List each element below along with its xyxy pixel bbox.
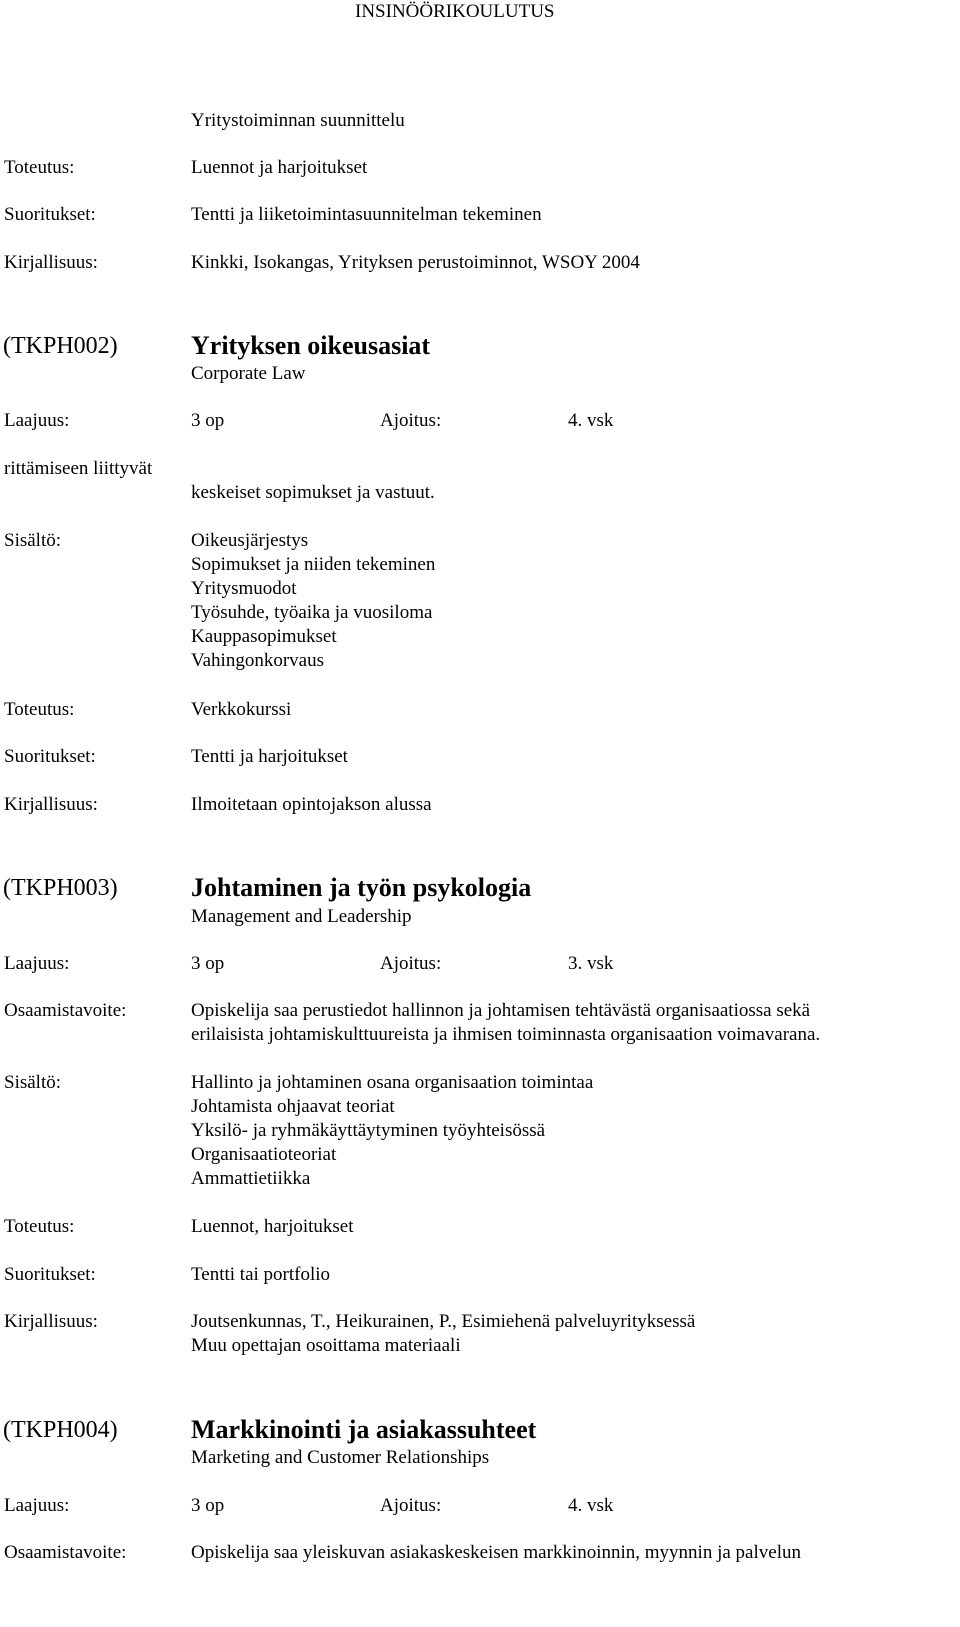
laajuus-value: 3 op bbox=[191, 410, 225, 431]
osaamistavoite-label: Osaamistavoite: bbox=[4, 1542, 127, 1563]
laajuus-value: 3 op bbox=[191, 953, 225, 974]
toteutus-value: Luennot ja harjoitukset bbox=[191, 157, 368, 178]
ajoitus-value: 4. vsk bbox=[568, 410, 614, 431]
suoritukset-value: Tentti ja harjoitukset bbox=[191, 746, 348, 767]
page-header: INSINÖÖRIKOULUTUS bbox=[355, 1, 555, 22]
sisalto-label: Sisältö: bbox=[4, 1072, 62, 1093]
sisalto-item: Ammattietiikka bbox=[191, 1168, 311, 1189]
toteutus-value: Verkkokurssi bbox=[191, 699, 292, 720]
sisalto-item: Yritysmuodot bbox=[191, 578, 297, 599]
kirjallisuus-label: Kirjallisuus: bbox=[4, 794, 98, 815]
laajuus-label: Laajuus: bbox=[4, 410, 70, 431]
osaamistavoite-line: Opiskelija saa perustiedot hallinnon ja johtamisen tehtävästä organisaatiossa sekä bbox=[191, 1000, 811, 1021]
suoritukset-value: Tentti ja liiketoimintasuunnitelman tekeminen bbox=[191, 204, 542, 225]
course-subtitle: Management and Leadership bbox=[191, 906, 412, 927]
laajuus-label: Laajuus: bbox=[4, 953, 70, 974]
ajoitus-label: Ajoitus: bbox=[380, 410, 442, 431]
sisalto-item: Oikeusjärjestys bbox=[191, 530, 309, 551]
sisalto-list bbox=[191, 1071, 593, 1191]
course-name-yritystoiminnan: Yritystoiminnan suunnittelu bbox=[191, 110, 405, 131]
ajoitus-label: Ajoitus: bbox=[380, 1495, 442, 1516]
sisalto-item: Kauppasopimukset bbox=[191, 626, 337, 647]
kirjallisuus-value: Kinkki, Isokangas, Yrityksen perustoiminnot, WSOY 2004 bbox=[191, 252, 640, 273]
osaamistavoite-text bbox=[191, 999, 820, 1047]
sisalto-item: Johtamista ohjaavat teoriat bbox=[191, 1096, 395, 1117]
sisalto-item: Vahingonkorvaus bbox=[191, 650, 324, 671]
suoritukset-label: Suoritukset: bbox=[4, 1264, 96, 1285]
sisalto-item: Yksilö- ja ryhmäkäyttäytyminen työyhteisössä bbox=[191, 1120, 546, 1141]
course-title: Johtaminen ja työn psykologia bbox=[191, 873, 532, 902]
sisalto-item: Työsuhde, työaika ja vuosiloma bbox=[191, 602, 433, 623]
ajoitus-value: 4. vsk bbox=[568, 1495, 614, 1516]
osaamistavoite-line: erilaisista johtamiskulttuureista ja ihmisen toiminnasta organisaation voimavarana. bbox=[191, 1024, 821, 1045]
course-title: Markkinointi ja asiakassuhteet bbox=[191, 1415, 537, 1444]
kirjallisuus-label: Kirjallisuus: bbox=[4, 1311, 98, 1332]
course-code: (TKPH002) bbox=[3, 333, 118, 359]
course-subtitle: Corporate Law bbox=[191, 363, 306, 384]
suoritukset-label: Suoritukset: bbox=[4, 746, 96, 767]
laajuus-label: Laajuus: bbox=[4, 1495, 70, 1516]
suoritukset-value: Tentti tai portfolio bbox=[191, 1264, 331, 1285]
text-fragment-left: rittämiseen liittyvät bbox=[4, 458, 153, 479]
suoritukset-label: Suoritukset: bbox=[4, 204, 96, 225]
osaamistavoite-text: Opiskelija saa yleiskuvan asiakaskeskeisen markkinoinnin, myynnin ja palvelun bbox=[191, 1542, 801, 1563]
toteutus-value: Luennot, harjoitukset bbox=[191, 1216, 354, 1237]
course-code: (TKPH003) bbox=[3, 875, 118, 901]
text-fragment-right: keskeiset sopimukset ja vastuut. bbox=[191, 482, 435, 503]
sisalto-item: Sopimukset ja niiden tekeminen bbox=[191, 554, 436, 575]
laajuus-value: 3 op bbox=[191, 1495, 225, 1516]
course-title: Yrityksen oikeusasiat bbox=[191, 331, 431, 360]
ajoitus-label: Ajoitus: bbox=[380, 953, 442, 974]
kirjallisuus-value: Ilmoitetaan opintojakson alussa bbox=[191, 794, 432, 815]
kirjallisuus-list bbox=[191, 1310, 695, 1358]
kirjallisuus-item: Joutsenkunnas, T., Heikurainen, P., Esimiehenä palveluyrityksessä bbox=[191, 1311, 696, 1332]
sisalto-list bbox=[191, 529, 435, 673]
course-code: (TKPH004) bbox=[3, 1417, 118, 1443]
kirjallisuus-item: Muu opettajan osoittama materiaali bbox=[191, 1335, 461, 1356]
osaamistavoite-label: Osaamistavoite: bbox=[4, 1000, 127, 1021]
kirjallisuus-label: Kirjallisuus: bbox=[4, 252, 98, 273]
toteutus-label: Toteutus: bbox=[4, 699, 75, 720]
sisalto-label: Sisältö: bbox=[4, 530, 62, 551]
ajoitus-value: 3. vsk bbox=[568, 953, 614, 974]
sisalto-item: Hallinto ja johtaminen osana organisaation toimintaa bbox=[191, 1072, 594, 1093]
toteutus-label: Toteutus: bbox=[4, 157, 75, 178]
sisalto-item: Organisaatioteoriat bbox=[191, 1144, 337, 1165]
toteutus-label: Toteutus: bbox=[4, 1216, 75, 1237]
course-subtitle: Marketing and Customer Relationships bbox=[191, 1447, 490, 1468]
